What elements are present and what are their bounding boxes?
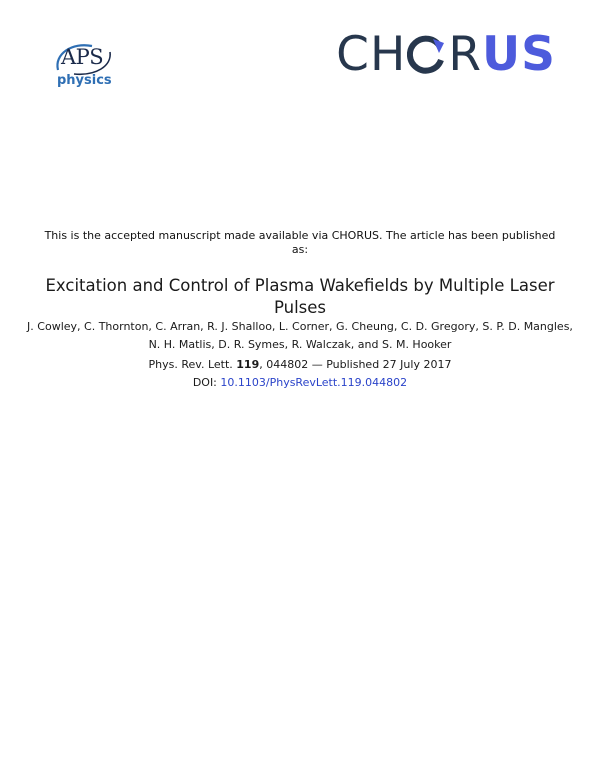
aps-physics-logo [52,40,118,96]
chorus-wordmark-suffix: US [481,26,556,82]
citation-line [40,356,560,374]
volume-number: 119 [236,358,260,371]
article-title: Excitation and Control of Plasma Wakefields by Multiple Laser Pulses [45,276,555,317]
doi-line [40,374,560,392]
aps-physics-wordmark: physics [57,73,112,88]
chorus-wordmark-prefix: CH [336,26,407,82]
doi-label: DOI: [192,376,221,389]
chorus-logo [336,28,556,80]
aps-wordmark: APS [61,45,104,69]
chorus-notice: This is the accepted manuscript made available via CHORUS. The article has been published as: [44,229,556,256]
chorus-arrow-icon [407,34,447,74]
author-list: J. Cowley, C. Thornton, C. Arran, R. J. Shalloo, L. Corner, G. Cheung, C. D. Gregory, S. P. D. Mangles, N. H. Matlis, D. R. Symes, R. Walczak, and S. M. Hooker [27,320,573,351]
doi-link[interactable]: 10.1103/PhysRevLett.119.044802 [220,376,408,389]
article-number-date: , 044802 — Published 27 July 2017 [259,358,452,371]
journal-name: Phys. Rev. Lett. [148,358,237,371]
chorus-wordmark-middle: R [448,26,482,82]
